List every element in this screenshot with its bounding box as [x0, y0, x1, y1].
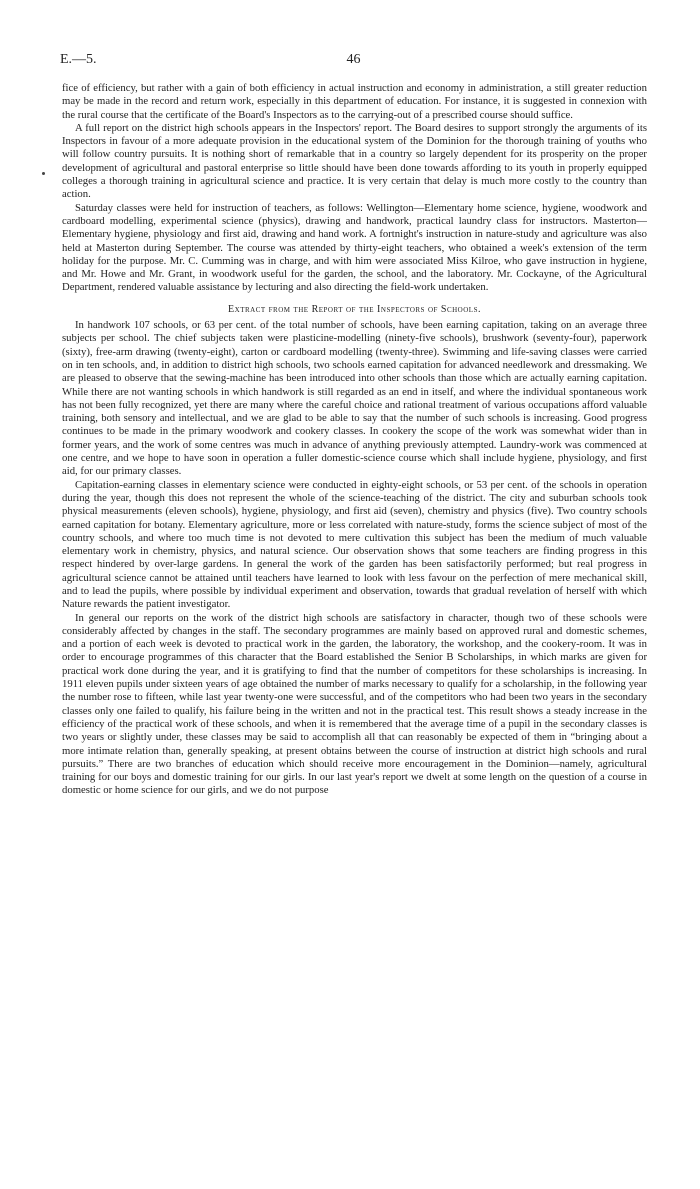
document-reference: E.—5. — [60, 52, 97, 67]
body-text — [62, 82, 647, 798]
paragraph: In handwork 107 schools, or 63 per cent. of the total number of schools, have been earning capitation, taking on an average three subjects per school. The chief subjects taken were plasticine-modelling (ninety-five schools), brushwork (seventy-four), paperwork (sixty), free-arm drawing (twenty-eight), carton or cardboard modelling (twenty-three). Swimming and life-saving classes were carried on in ten schools, and, in addition to district high schools, two schools earned capitation for advanced needlework and dressmaking. We are pleased to observe that the sewing-machine has been introduced into other schools than those which are actually earning capitation. While there are not wanting schools in which handwork is still regarded as an end in itself, and where the individual spontaneous work has not been fully recognized, yet there are many where the careful choice and rational treatment of various occupations afford valuable training, both sensory and intellectual, and we are glad to be able to say that the number of such schools is increasing. Good progress continues to be made in the primary woodwork and cookery classes. In cookery the scope of the work was somewhat wider than in former years, and the work of some centres was much in advance of anything previously attempted. Laundry-work was commenced at one centre, and we hope to have soon in operation a fuller domestic-science course which shall include hygiene, physiology, and first aid, for our primary classes. — [62, 319, 647, 478]
margin-mark — [42, 172, 45, 175]
paragraph: A full report on the district high schools appears in the Inspectors' report. The Board desires to support strongly the arguments of its Inspectors in favour of a more adequate provision in the educational system of the Dominion for the thorough training of youths who will follow country pursuits. It is nothing short of remarkable that in a country so largely dependent for its prosperity on the proper development of agricultural and pastoral enterprise so little should have been done towards affording to its youth in properly equipped colleges a thorough training in agricultural science and practice. It is very certain that delay is much more costly to the country than action. — [62, 121, 647, 201]
page-header — [60, 52, 647, 72]
paragraph: Saturday classes were held for instruction of teachers, as follows: Wellington—Elementary home science, hygiene, woodwork and cardboard modelling, experimental science (physics), drawing and handwork, practical laundry class for instructors. Masterton—Elementary hygiene, physiology and first aid, drawing and hand work. A fortnight's instruction in nature-study and agriculture was also held at Masterton during September. The course was attended by thirty-eight teachers, who obtained a week's extension of the term holiday for the purpose. Mr. C. Cumming was in charge, and with him were associated Miss Kilroe, who gave instruction in hygiene, and Mr. Howe and Mr. Grant, in woodwork useful for the garden, the school, and the laboratory. Mr. Cockayne, of the Agricultural Department, rendered valuable assistance by lecturing and also directing the field-work undertaken. — [62, 201, 647, 294]
paragraph: In general our reports on the work of the district high schools are satisfactory in character, though two of these schools were considerably affected by changes in the staff. The secondary programmes are mainly based on approved rural and domestic schemes, and a portion of each week is devoted to practical work in the garden, the laboratory, the workshop, and the cookery-room. It was in order to encourage programmes of this character that the Board established the Senior B Scholarships, in which marks are given for practical work done during the year, and it is gratifying to find that the number of competitors for these scholarships is increasing. In 1911 eleven pupils under sixteen years of age obtained the number of marks necessary to qualify for a scholarship, in the following year the number rose to fifteen, while last year twenty-one were successful, and of the competitors who had been two years in the secondary classes only one failed to qualify, his failure being in the written and not in the practical test. This result shows a steady increase in the efficiency of the practical work of these schools, and when it is remembered that the average time of a pupil in the secondary classes is two years or slightly under, these classes may be said to accomplish all that can reasonably be expected of them in “bringing about a more intimate relation than, generally speaking, at present obtains between the course of instruction at district high schools and rural pursuits.” There are two branches of education which should receive more encouragement in the Dominion—namely, agricultural training for our boys and domestic training for our girls. In our last year's report we dwelt at some length on the question of a course in domestic or home science for our girls, and we do not purpose — [62, 611, 647, 797]
page-number: 46 — [346, 52, 361, 67]
paragraph: Capitation-earning classes in elementary science were conducted in eighty-eight schools, or 53 per cent. of the schools in operation during the year, though this does not represent the whole of the science-teaching of the district. The city and suburban schools took physical measurements (eleven schools), hygiene, physiology, and first aid (seven), chemistry and physics (five). Two country schools earned capitation for botany. Elementary agriculture, more or less correlated with nature-study, forms the science subject of most of the country schools, and where too much time is not devoted to mere cultivation this subject has been the medium of much valuable elementary work in chemistry, physics, and natural science. Our observation shows that some teachers are finding progress in this respect hindered by over-large gardens. In general the work of the garden has been satisfactorily performed; but real progress in agricultural science cannot be attained until teachers have learned to look with less favour on the perfection of mere mechanical skill, and to lead the pupils, where possible by individual experiment and observation, towards that gradual revelation of herself with which Nature rewards the patient investigator. — [62, 478, 647, 611]
paragraph: fice of efficiency, but rather with a gain of both efficiency in actual instruction and economy in administration, a still greater reduction may be made in the record and return work, especially in this department of education. For instance, it is suggested in connexion with the rural course that the certificate of the Board's Inspectors as to the carrying-out of a prescribed course should suffice. — [62, 82, 647, 121]
section-heading: Extract from the Report of the Inspectors of Schools. — [228, 303, 481, 315]
